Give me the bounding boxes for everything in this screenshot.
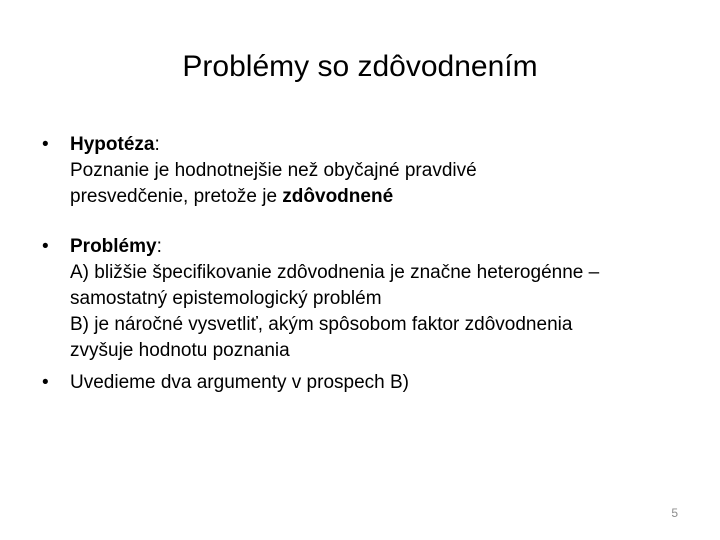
bullet-dot: • bbox=[42, 236, 49, 257]
slide-content bbox=[42, 132, 692, 396]
bullet-heading: Problémy bbox=[70, 236, 157, 257]
bullet-heading-colon: : bbox=[154, 134, 160, 155]
bullet-text-line: zvyšuje hodnotu poznania bbox=[70, 340, 290, 361]
bullet-problems bbox=[42, 234, 692, 364]
bullet-text-line: Poznanie je hodnotnejšie než obyčajné pravdivé bbox=[70, 160, 477, 181]
bullet-hypothesis bbox=[42, 132, 692, 210]
bullet-text-emphasis: zdôvodnené bbox=[282, 186, 394, 207]
bullet-text-prefix: presvedčenie, pretože je bbox=[70, 186, 283, 207]
bullet-arguments bbox=[42, 370, 692, 396]
bullet-text-line: Uvedieme dva argumenty v prospech B) bbox=[70, 372, 409, 393]
bullet-dot: • bbox=[42, 134, 49, 155]
page-number: 5 bbox=[671, 506, 678, 520]
slide-title: Problémy so zdôvodnením bbox=[182, 50, 538, 83]
bullet-text-line: A) bližšie špecifikovanie zdôvodnenia je značne heterogénne – bbox=[70, 262, 600, 283]
bullet-heading-colon: : bbox=[156, 236, 162, 257]
bullet-heading: Hypotéza bbox=[70, 134, 155, 155]
bullet-text-line: samostatný epistemologický problém bbox=[70, 288, 382, 309]
bullet-text-line: B) je náročné vysvetliť, akým spôsobom faktor zdôvodnenia bbox=[70, 314, 573, 335]
bullet-text-line bbox=[70, 184, 692, 210]
bullet-heading-line bbox=[70, 132, 692, 158]
bullet-dot: • bbox=[42, 372, 49, 393]
bullet-heading-line bbox=[70, 234, 692, 260]
